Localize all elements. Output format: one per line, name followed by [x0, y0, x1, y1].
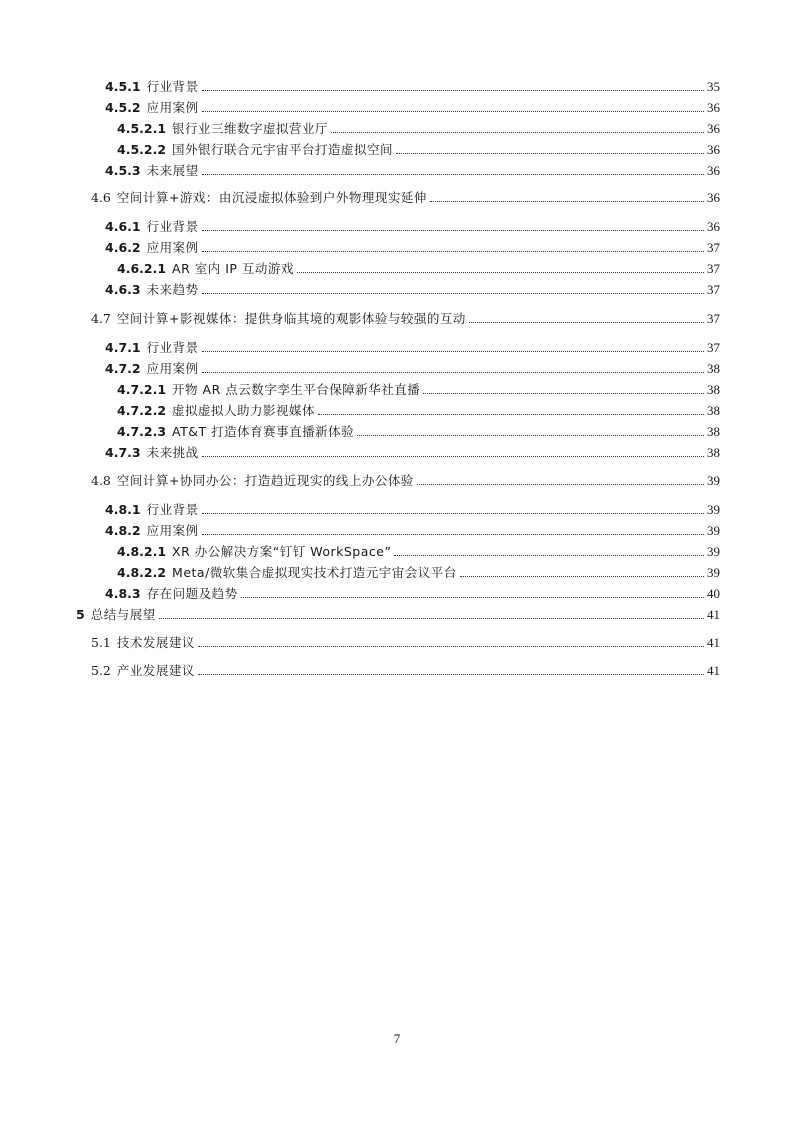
toc-entry[interactable] — [105, 98, 720, 116]
toc-entry[interactable] — [105, 161, 720, 179]
toc-entry-number: 4.8.2 — [105, 523, 141, 538]
toc-entry-title: 总结与展望 — [90, 607, 156, 622]
toc-entry[interactable] — [117, 140, 720, 158]
dot-leader — [202, 371, 704, 373]
toc-entry[interactable] — [105, 500, 720, 518]
dot-leader — [394, 554, 704, 556]
toc-entry-title: 空间计算+游戏：由沉浸虚拟体验到户外物理现实延伸 — [116, 190, 427, 205]
toc-entry-page: 38 — [707, 361, 720, 376]
toc-entry-page: 37 — [707, 340, 720, 355]
dot-leader — [297, 271, 704, 273]
toc-entry-page: 39 — [707, 523, 720, 538]
dot-leader — [159, 617, 704, 619]
toc-entry-title: 产业发展建议 — [116, 663, 195, 678]
toc-entry[interactable] — [105, 584, 720, 602]
toc-entry-page: 36 — [707, 121, 720, 136]
toc-entry-number: 4.7.1 — [105, 340, 141, 355]
toc-entry-number: 4.5.1 — [105, 79, 141, 94]
toc-entry[interactable] — [105, 359, 720, 377]
toc-entry[interactable] — [117, 380, 720, 398]
dot-leader — [202, 512, 704, 514]
toc-entry[interactable] — [91, 188, 720, 206]
toc-entry-number: 4.8.2.2 — [117, 565, 167, 580]
toc-entry-title: 应用案例 — [146, 100, 199, 115]
toc-entry-page: 40 — [707, 586, 720, 601]
toc-entry-page: 38 — [707, 445, 720, 460]
toc-entry-number: 4.6.1 — [105, 219, 141, 234]
toc-entry-title: 银行业三维数字虚拟营业厅 — [172, 121, 329, 136]
dot-leader — [202, 89, 704, 91]
dot-leader — [202, 533, 704, 535]
toc-entry-page: 37 — [707, 311, 720, 326]
toc-entry-title: 应用案例 — [146, 240, 199, 255]
toc-entry-title: 存在问题及趋势 — [146, 586, 238, 601]
dot-leader — [396, 152, 704, 154]
toc-entry[interactable] — [105, 338, 720, 356]
toc-entry[interactable] — [117, 563, 720, 581]
dot-leader — [331, 131, 704, 133]
toc-entry-number: 4.5.3 — [105, 163, 141, 178]
toc-entry[interactable] — [117, 422, 720, 440]
toc-entry-page: 41 — [707, 607, 720, 622]
toc-entry-page: 41 — [707, 635, 720, 650]
toc-entry-title: 行业背景 — [146, 79, 199, 94]
toc-entry[interactable] — [117, 119, 720, 137]
page-number: 7 — [393, 1031, 401, 1046]
toc-entry-title: 未来趋势 — [146, 282, 199, 297]
toc-entry[interactable] — [91, 633, 720, 651]
dot-leader — [469, 321, 704, 323]
toc-entry-number: 4.7.3 — [105, 445, 141, 460]
dot-leader — [202, 292, 704, 294]
toc-entry[interactable] — [76, 605, 720, 623]
dot-leader — [241, 596, 704, 598]
toc-entry[interactable] — [117, 542, 720, 560]
dot-leader — [423, 392, 704, 394]
toc-entry-page: 39 — [707, 502, 720, 517]
dot-leader — [202, 229, 704, 231]
toc-entry-number: 4.7 — [91, 311, 111, 326]
toc-entry-page: 37 — [707, 240, 720, 255]
toc-entry-page: 38 — [707, 424, 720, 439]
toc-entry-title: 应用案例 — [146, 361, 199, 376]
toc-entry-title: 行业背景 — [146, 340, 199, 355]
toc-entry-title: 空间计算+协同办公：打造趋近现实的线上办公体验 — [116, 473, 414, 488]
toc-entry-title: 空间计算+影视媒体：提供身临其境的观影体验与较强的互动 — [116, 311, 466, 326]
toc-entry-number: 4.8.1 — [105, 502, 141, 517]
toc-entry-page: 38 — [707, 403, 720, 418]
dot-leader — [198, 673, 704, 675]
toc-entry-title: 未来展望 — [146, 163, 199, 178]
toc-entry[interactable] — [117, 401, 720, 419]
dot-leader — [357, 434, 704, 436]
toc-entry[interactable] — [91, 661, 720, 679]
toc-entry-number: 5.1 — [91, 635, 111, 650]
toc-entry-page: 36 — [707, 190, 720, 205]
toc-entry-title: XR 办公解决方案“钉钉 WorkSpace” — [172, 544, 392, 559]
toc-entry-number: 4.6.3 — [105, 282, 141, 297]
toc-entry-page: 36 — [707, 219, 720, 234]
toc-entry-page: 37 — [707, 282, 720, 297]
toc-entry-page: 39 — [707, 473, 720, 488]
toc-entry-number: 4.7.2.2 — [117, 403, 167, 418]
toc-entry-title: 行业背景 — [146, 502, 199, 517]
toc-entry-title: 技术发展建议 — [116, 635, 195, 650]
toc-entry-page: 35 — [707, 79, 720, 94]
dot-leader — [202, 455, 704, 457]
toc-entry-title: Meta/微软集合虚拟现实技术打造元宇宙会议平台 — [172, 565, 457, 580]
dot-leader — [417, 483, 704, 485]
toc-entry-title: 应用案例 — [146, 523, 199, 538]
toc-entry[interactable] — [91, 309, 720, 327]
toc-entry-page: 36 — [707, 163, 720, 178]
toc-entry[interactable] — [105, 77, 720, 95]
toc-entry-number: 4.6.2 — [105, 240, 141, 255]
toc-entry-title: 未来挑战 — [146, 445, 199, 460]
toc-entry-title: AT&T 打造体育赛事直播新体验 — [172, 424, 355, 439]
toc-entry-number: 5.2 — [91, 663, 111, 678]
dot-leader — [318, 413, 704, 415]
toc-entry-number: 4.6 — [91, 190, 111, 205]
toc-entry-page: 41 — [707, 663, 720, 678]
toc-entry-page: 37 — [707, 261, 720, 276]
dot-leader — [202, 350, 704, 352]
toc-entry-page: 39 — [707, 544, 720, 559]
toc-entry-page: 36 — [707, 100, 720, 115]
toc-entry-title: AR 室内 IP 互动游戏 — [172, 261, 294, 276]
toc-entry[interactable] — [105, 443, 720, 461]
toc-entry[interactable] — [105, 217, 720, 235]
toc-entry-number: 4.8.2.1 — [117, 544, 167, 559]
toc-entry-number: 4.6.2.1 — [117, 261, 167, 276]
toc-entry-number: 4.8.3 — [105, 586, 141, 601]
dot-leader — [430, 200, 704, 202]
toc-entry-title: 虚拟虚拟人助力影视媒体 — [172, 403, 316, 418]
toc-entry-page: 39 — [707, 565, 720, 580]
toc-entry-title: 开物 AR 点云数字孪生平台保障新华社直播 — [172, 382, 421, 397]
toc-entry-page: 36 — [707, 142, 720, 157]
toc-entry-number: 4.7.2 — [105, 361, 141, 376]
toc-entry-number: 4.5.2.2 — [117, 142, 167, 157]
toc-entry-title: 行业背景 — [146, 219, 199, 234]
toc-entry[interactable] — [105, 521, 720, 539]
toc-entry[interactable] — [105, 238, 720, 256]
toc-entry-number: 4.5.2.1 — [117, 121, 167, 136]
dot-leader — [198, 645, 704, 647]
toc-entry[interactable] — [105, 280, 720, 298]
toc-entry[interactable] — [117, 259, 720, 277]
toc-entry-number: 4.5.2 — [105, 100, 141, 115]
toc-entry-number: 4.7.2.3 — [117, 424, 167, 439]
toc-entry-title: 国外银行联合元宇宙平台打造虚拟空间 — [172, 142, 394, 157]
dot-leader — [460, 575, 704, 577]
toc-entry-number: 4.7.2.1 — [117, 382, 167, 397]
toc-entry-number: 4.8 — [91, 473, 111, 488]
toc-entry-page: 38 — [707, 382, 720, 397]
dot-leader — [202, 110, 704, 112]
toc-entry[interactable] — [91, 471, 720, 489]
dot-leader — [202, 173, 704, 175]
dot-leader — [202, 250, 704, 252]
toc-entry-number: 5 — [76, 607, 85, 622]
